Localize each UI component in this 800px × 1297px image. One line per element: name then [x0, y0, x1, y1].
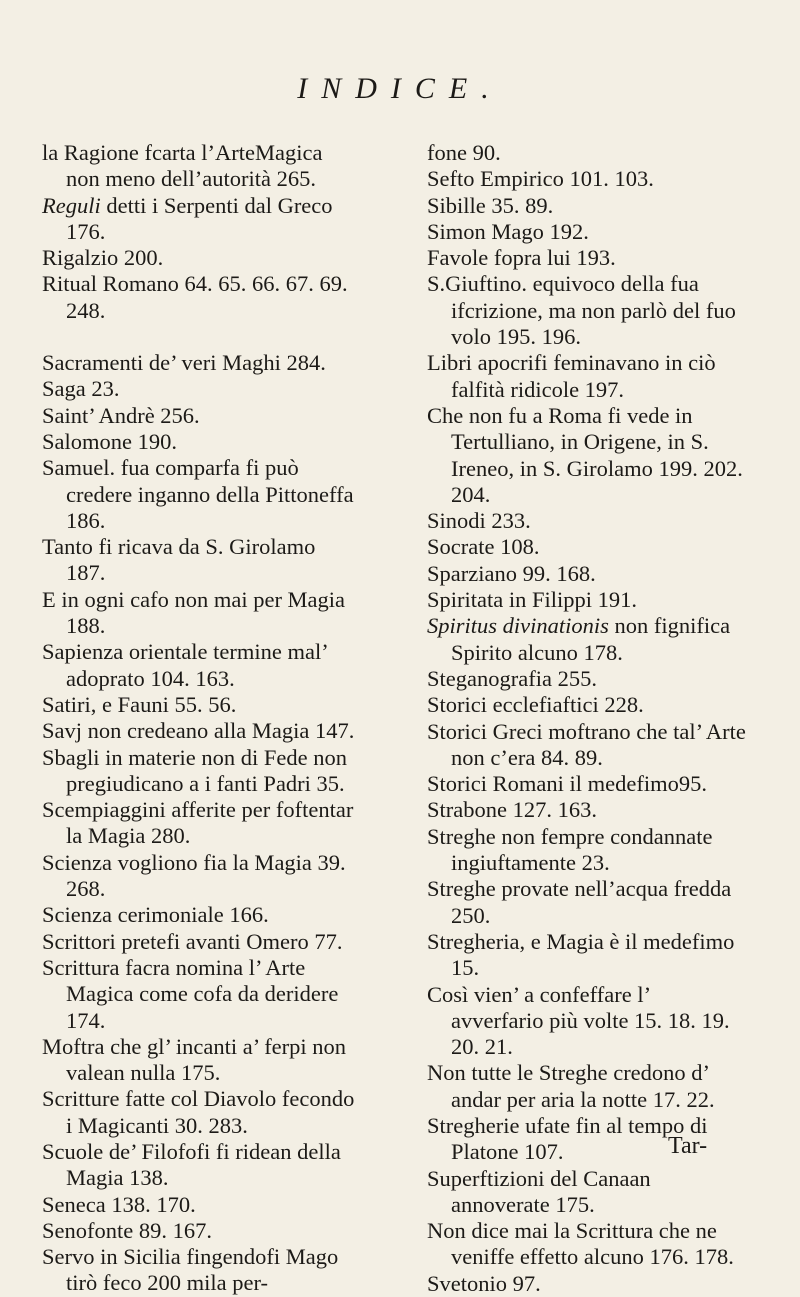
- index-entry: Tanto fi ricava da S. Girolamo 187.: [42, 534, 316, 586]
- index-entry: Sapienza orientale termine mal’ adoprato 104. 163.: [42, 639, 328, 691]
- index-entry: Simon Mago 192.: [427, 218, 589, 244]
- index-entry: Sparziano 99. 168.: [427, 560, 596, 586]
- index-entry: E in ogni cafo non mai per Magia 188.: [42, 586, 346, 639]
- index-entry: Saga 23.: [42, 376, 120, 402]
- index-entry: Storici Romani il medefimo95.: [427, 771, 707, 797]
- index-entry: Steganografia 255.: [427, 665, 597, 691]
- index-entry: Scrittori pretefi avanti Omero 77.: [42, 928, 343, 954]
- index-entry: Samuel. fua comparfa fi può credere inganno della Pittoneffa 186.: [42, 455, 354, 533]
- index-entry: Streghe provate nell’acqua fredda 250.: [427, 876, 732, 928]
- index-entry: Favole fopra lui 193.: [427, 245, 616, 271]
- index-entry: Così vien’ a confeffare l’ avverfario più volte 15. 18. 19. 20. 21.: [427, 981, 730, 1060]
- index-entry: Che non fu a Roma fi vede in Tertulliano, in Origene, in S. Ireneo, in S. Girolamo 199. 202. 204.: [427, 402, 743, 507]
- index-entry: Scienza cerimoniale 166.: [42, 902, 269, 928]
- index-entry: Stregherie ufate fin al tempo di Platone 107.: [427, 1112, 708, 1165]
- index-entry: Non tutte le Streghe credono d’ andar per aria la notte 17. 22.: [427, 1060, 715, 1112]
- index-entry: la Ragione fcarta l’ArteMagica non meno dell’autorità 265.: [42, 140, 323, 192]
- index-entry: Rigalzio 200.: [42, 245, 164, 271]
- index-entry: [42, 193, 357, 246]
- index-entry: Senofonte 89. 167.: [42, 1217, 212, 1243]
- index-entry: fone 90.: [427, 140, 501, 165]
- index-entry: Libri apocrifi feminavano in ciò falfità ridicole 197.: [427, 350, 716, 402]
- index-entry: Sbagli in materie non di Fede non pregiudicano a i fanti Padri 35.: [42, 744, 347, 796]
- index-entry: Scuole de’ Filofofi fi ridean della Magia 138.: [42, 1138, 341, 1191]
- index-entry: Superftizioni del Canaan annoverate 175.: [427, 1165, 651, 1217]
- index-entry: Strabone 127. 163.: [427, 797, 597, 823]
- index-entry: Sefto Empirico 101. 103.: [427, 166, 654, 192]
- index-entry: Seneca 138. 170.: [42, 1191, 196, 1217]
- index-entry: Streghe non fempre condannate ingiuftamente 23.: [427, 823, 713, 876]
- index-entry: Socrate 108.: [427, 534, 540, 560]
- index-column-right: [427, 140, 747, 1297]
- index-entry: Sacramenti de’ veri Maghi 284.: [42, 350, 326, 376]
- index-entry: Sibille 35. 89.: [427, 192, 554, 218]
- index-entry: Ritual Romano 64. 65. 66. 67. 69. 248.: [42, 271, 348, 323]
- index-entry-italic-term: Reguli: [42, 192, 101, 218]
- index-entry: Storici ecclefiaftici 228.: [427, 692, 644, 718]
- index-entry: Sinodi 233.: [427, 508, 531, 534]
- index-entry: Salomone 190.: [42, 428, 177, 454]
- index-entry-text: non fignifica Spirito alcuno 178.: [451, 613, 731, 665]
- index-entry: Savj non credeano alla Magia 147.: [42, 718, 355, 744]
- index-entry: Scritture fatte col Diavolo fecondo i Magicanti 30. 283.: [42, 1086, 355, 1138]
- index-column-left: [42, 140, 357, 1297]
- index-entry: Scienza vogliono fia la Magia 39. 268.: [42, 849, 346, 902]
- index-entry: Spiritata in Filippi 191.: [427, 587, 638, 613]
- index-entry: Svetonio 97.: [427, 1270, 541, 1296]
- index-entry: Stregheria, e Magia è il medefimo 15.: [427, 928, 735, 981]
- index-entry: S.Giuftino. equivoco della fua ifcrizione, ma non parlò del fuo volo 195. 196.: [427, 271, 736, 350]
- page-header: INDICE.: [297, 72, 503, 105]
- catchword: Tar-: [668, 1133, 708, 1159]
- index-entry-text: detti i Serpenti dal Greco 176.: [66, 192, 333, 244]
- index-entry: [427, 613, 747, 666]
- index-entry: Scempiaggini afferite per foftentar la Magia 280.: [42, 797, 354, 849]
- index-entry: Saint’ Andrè 256.: [42, 402, 200, 428]
- index-entry: Moftra che gl’ incanti a’ ferpi non valean nulla 175.: [42, 1033, 347, 1086]
- index-entry: Satiri, e Fauni 55. 56.: [42, 691, 237, 717]
- index-entry-italic-term: Spiritus divinationis: [427, 613, 609, 639]
- index-entry: Non dice mai la Scrittura che ne veniffe effetto alcuno 176. 178.: [427, 1218, 734, 1270]
- index-entry: Servo in Sicilia fingendofi Mago tirò feco 200 mila per-: [42, 1244, 339, 1296]
- index-entry: Scrittura facra nomina l’ Arte Magica come cofa da deridere 174.: [42, 954, 339, 1033]
- index-entry: Storici Greci moftrano che tal’ Arte non c’era 84. 89.: [427, 718, 746, 770]
